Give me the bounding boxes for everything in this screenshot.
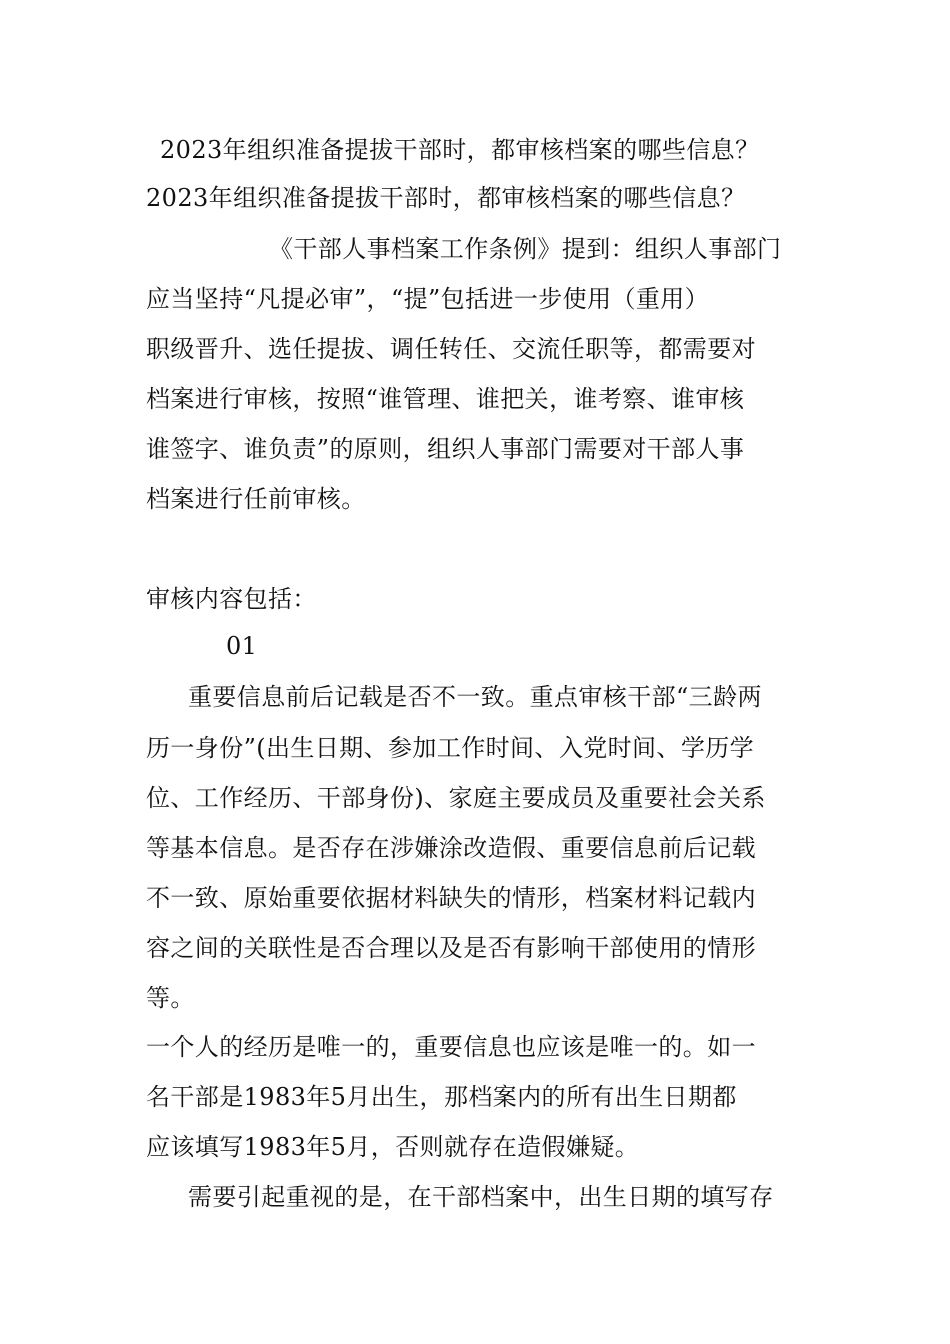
- paragraph-line: 等。: [146, 984, 195, 1012]
- document-title: 2023年组织准备提拔干部时，都审核档案的哪些信息？: [160, 136, 760, 164]
- paragraph-line: 重要信息前后记载是否不一致。重点审核干部“三龄两: [188, 683, 762, 711]
- paragraph-line: 一个人的经历是唯一的，重要信息也应该是唯一的。如一: [146, 1033, 756, 1061]
- paragraph-line: 名干部是1983年5月出生，那档案内的所有出生日期都: [146, 1083, 737, 1111]
- paragraph-line: 应当坚持“凡提必审”，“提”包括进一步使用（重用）: [146, 285, 710, 313]
- paragraph-line: 应该填写1983年5月，否则就存在造假嫌疑。: [146, 1133, 640, 1161]
- paragraph-line: 不一致、原始重要依据材料缺失的情形，档案材料记载内: [146, 884, 756, 912]
- paragraph-line: 《干部人事档案工作条例》提到：组织人事部门: [269, 235, 782, 263]
- paragraph-line: 历一身份”(出生日期、参加工作时间、入党时间、学历学: [146, 734, 755, 762]
- document-title-repeat: 2023年组织准备提拔干部时，都审核档案的哪些信息？: [146, 184, 746, 212]
- paragraph-line: 职级晋升、选任提拔、调任转任、交流任职等，都需要对: [146, 335, 756, 363]
- paragraph-line: 位、工作经历、干部身份)、家庭主要成员及重要社会关系: [146, 784, 766, 812]
- paragraph-line: 档案进行任前审核。: [146, 485, 366, 513]
- paragraph-line: 需要引起重视的是，在干部档案中，出生日期的填写存: [188, 1183, 774, 1211]
- paragraph-line: 容之间的关联性是否合理以及是否有影响干部使用的情形: [146, 934, 756, 962]
- paragraph-line: 等基本信息。是否存在涉嫌涂改造假、重要信息前后记载: [146, 834, 756, 862]
- paragraph-line: 谁签字、谁负责”的原则，组织人事部门需要对干部人事: [146, 435, 745, 463]
- section-heading: 审核内容包括：: [146, 585, 317, 613]
- paragraph-line: 档案进行审核，按照“谁管理、谁把关，谁考察、谁审核: [146, 385, 745, 413]
- section-number: 01: [226, 632, 258, 660]
